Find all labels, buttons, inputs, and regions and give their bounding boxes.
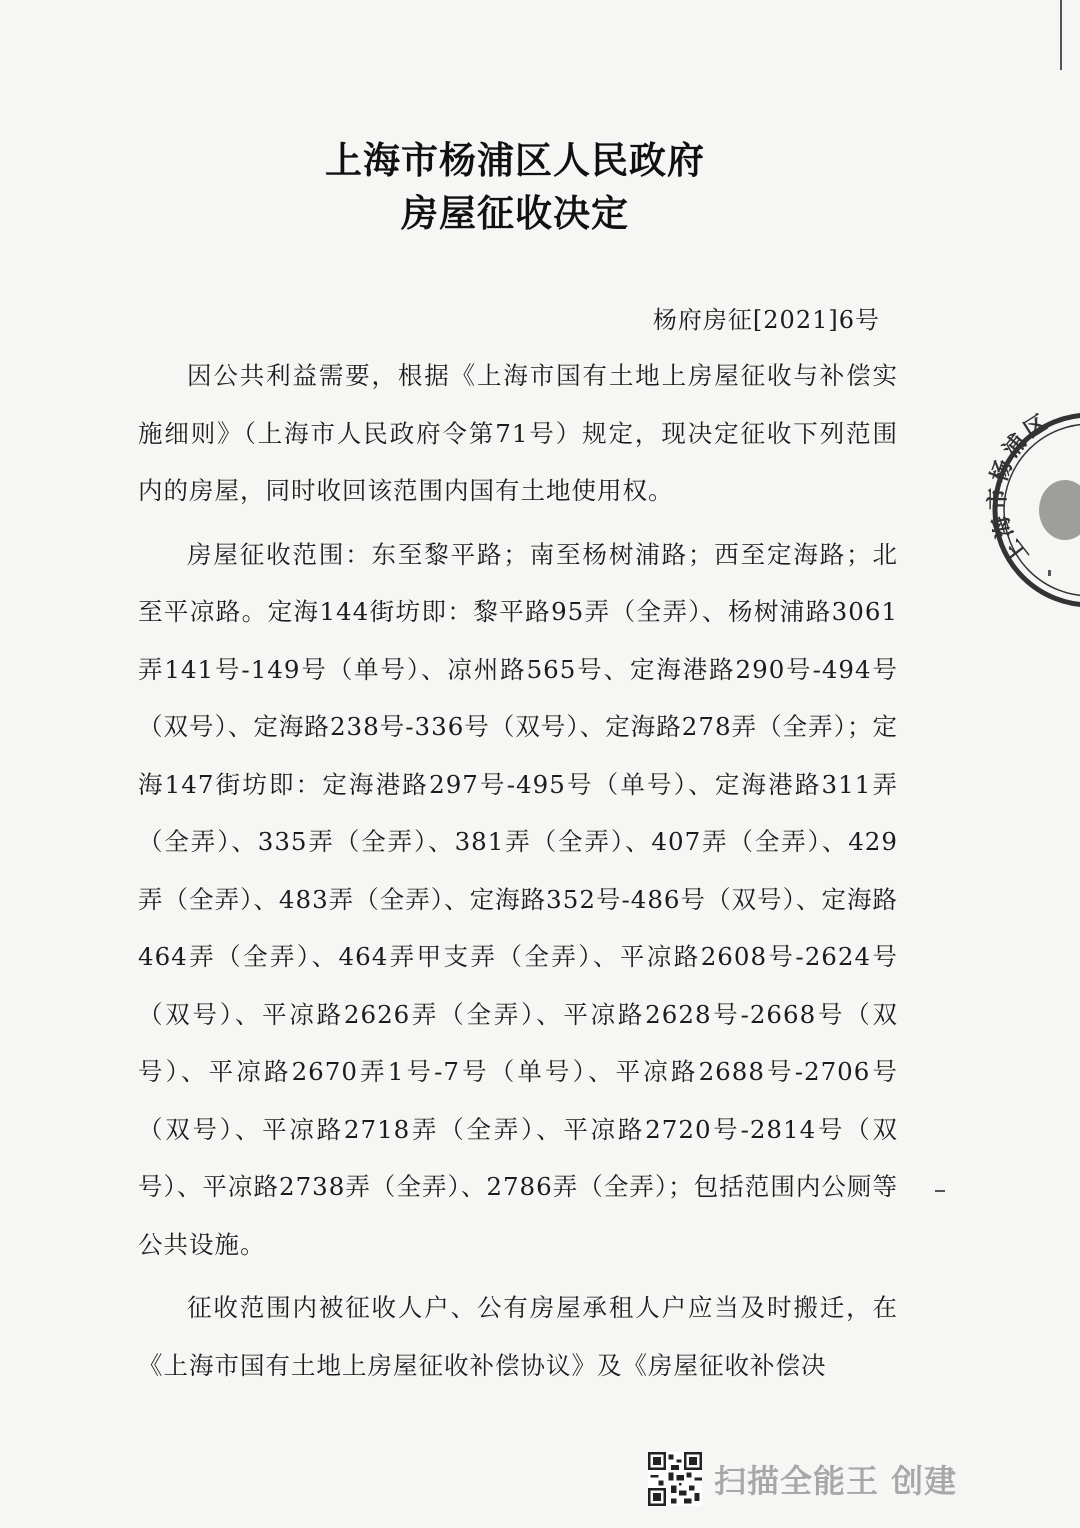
paragraph-relocation: 征收范围内被征收人户、公有房屋承租人户应当及时搬迁，在《上海市国有土地上房屋征收补偿协议》及《房屋征收补偿决: [138, 1293, 898, 1380]
official-seal: [985, 405, 1080, 615]
document-title-line2: 房屋征收决定: [401, 192, 629, 235]
svg-text:上海市杨浦区: [986, 409, 1056, 568]
paragraph-expropriation-scope: 房屋征收范围：东至黎平路；南至杨树浦路；西至定海路；北至平凉路。定海144街坊即：黎平路95弄（全弄）、杨树浦路3061弄141号-149号（单号）、凉州路565号、定海港路290号-494号（双号）、定海路238号-336号（双号）、定海路278弄（全弄）；定海147街坊即：定海港路297号-495号（单号）、定海港路311弄（全弄）、335弄（全弄）、381弄（全弄）、407弄（全弄）、429弄（全弄）、483弄（全弄）、定海路352号-486号（双号）、定海路464弄（全弄）、464弄甲支弄（全弄）、平凉路2608号-2624号（双号）、平凉路2626弄（全弄）、平凉路2628号-2668号（双号）、平凉路2670弄1号-7号（单号）、平凉路2688号-2706号（双号）、平凉路2718弄（全弄）、平凉路2720号-2814号（双号）、平凉路2738弄（全弄）、2786弄（全弄）；包括范围内公厕等公共设施。: [138, 539, 898, 1259]
scan-edge-mark: [1060, 0, 1062, 70]
scan-edge-mark: [1048, 570, 1051, 576]
document-title-line1: 上海市杨浦区人民政府: [325, 139, 705, 182]
seal-icon: [985, 405, 1080, 615]
scan-edge-mark: [935, 1190, 945, 1192]
qr-code-icon: [648, 1452, 702, 1506]
seal-text: 上海市杨浦区: [985, 408, 1056, 568]
paragraph-legal-basis: 因公共利益需要，根据《上海市国有土地上房屋征收与补偿实施细则》（上海市人民政府令第71号）规定，现决定征收下列范围内的房屋，同时收回该范围内国有土地使用权。: [138, 361, 898, 505]
document-body: [138, 347, 898, 1394]
watermark-text: 扫描全能王 创建: [714, 1462, 958, 1500]
document-number: 杨府房征[2021]6号: [652, 306, 880, 334]
scanner-watermark: [648, 1447, 957, 1511]
